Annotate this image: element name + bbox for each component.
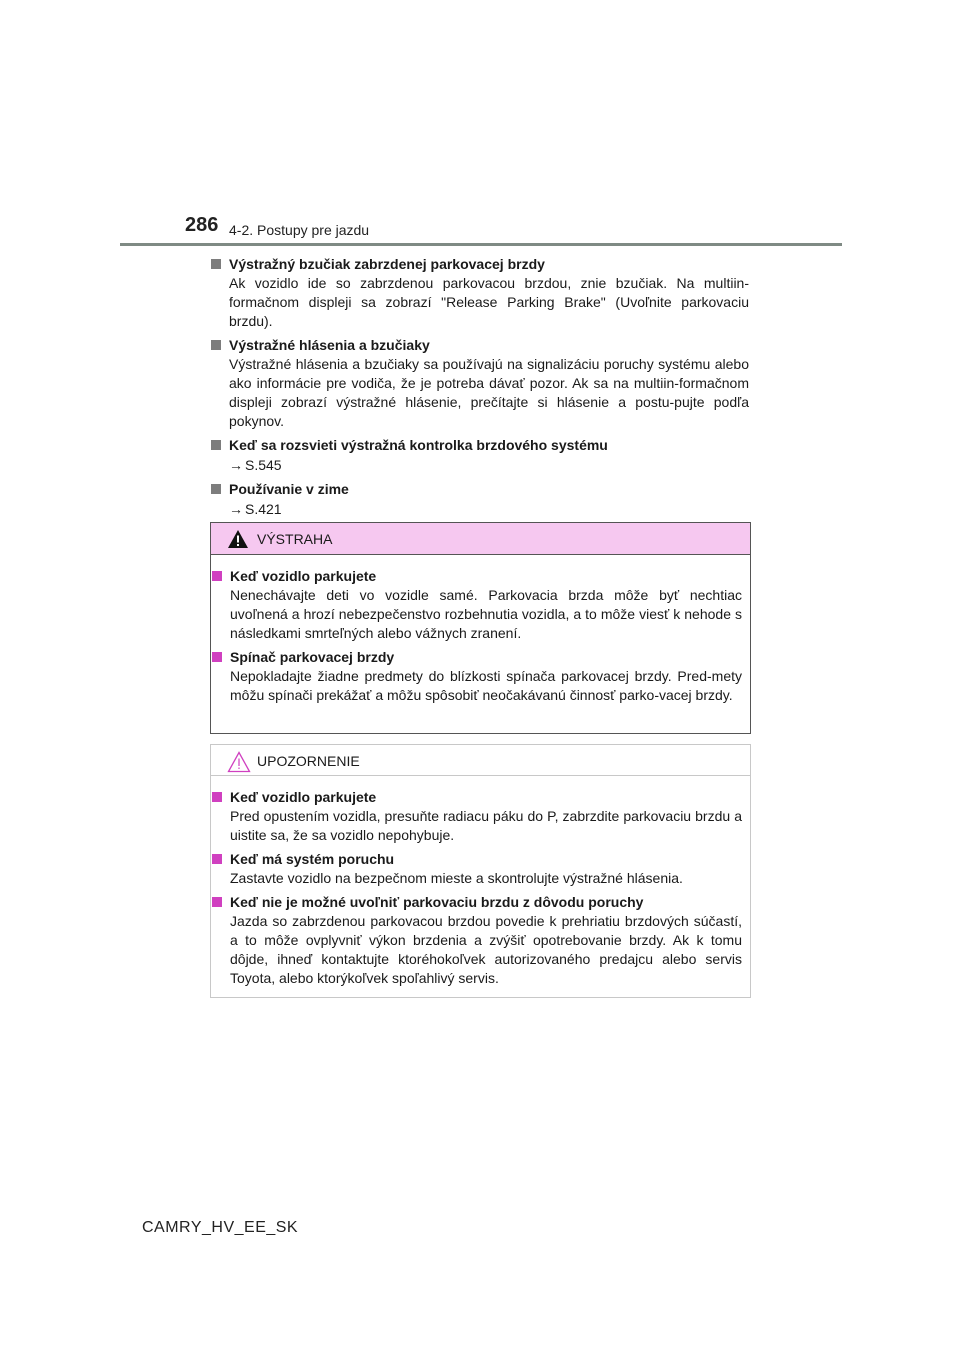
list-item bbox=[212, 787, 742, 845]
warning-box bbox=[210, 522, 751, 734]
square-bullet-icon bbox=[212, 571, 222, 581]
item-body: Ak vozidlo ide so zabrzdenou parkovacou brzdou, znie bzučiak. Na multiin-formačnom displeji sa zobrazí "Release Parking Brake" (Uvoľnite parkovaciu brzdu). bbox=[229, 275, 749, 329]
item-title: Keď má systém poruchu bbox=[230, 851, 395, 867]
item-body: Nenechávajte deti vo vozidle samé. Parkovacia brzda môže byť nechtiac uvoľnená a hrozí nebezpečenstvo rozbehnutia vozidla, a to môže viesť k nehode s následkami smrteľných alebo vážnych zranení. bbox=[230, 587, 742, 641]
list-item bbox=[211, 254, 749, 331]
notice-header bbox=[211, 745, 750, 776]
list-item bbox=[211, 479, 749, 519]
item-body: Jazda so zabrzdenou parkovacou brzdou povedie k prehriatiu brzdových súčastí, a to môže ovplyvniť výkon brzdenia a zvýšiť opotrebovanie brzdy. Ak k tomu dôjde, ihneď kontaktujte ktoréhokoľvek autorizovaného predajcu alebo servis Toyota, alebo ktorýkoľvek spoľahlivý servis. bbox=[230, 913, 742, 986]
notice-label: UPOZORNENIE bbox=[257, 753, 360, 769]
document-code: CAMRY_HV_EE_SK bbox=[142, 1219, 299, 1236]
warning-header bbox=[211, 523, 750, 555]
square-bullet-icon bbox=[212, 897, 222, 907]
item-title: Používanie v zime bbox=[229, 481, 349, 497]
list-item bbox=[212, 566, 742, 643]
item-title: Keď nie je možné uvoľniť parkovaciu brzdu z dôvodu poruchy bbox=[230, 894, 644, 910]
main-content bbox=[211, 254, 749, 523]
square-bullet-icon bbox=[212, 792, 222, 802]
header-rule bbox=[120, 243, 842, 246]
item-body: Pred opustením vozidla, presuňte radiacu páku do P, zabrzdite parkovaciu brzdu a uistite sa, že sa vozidlo nepohybuje. bbox=[230, 808, 742, 843]
item-title: Keď sa rozsvieti výstražná kontrolka brzdového systému bbox=[229, 437, 608, 453]
item-body: Nepokladajte žiadne predmety do blízkosti spínača parkovacej brzdy. Pred-mety môžu spínači prekážať a môžu spôsobiť neočakávanú činnosť parko-vacej brzdy. bbox=[230, 668, 742, 703]
item-title: Výstražný bzučiak zabrzdenej parkovacej brzdy bbox=[229, 256, 545, 272]
notice-box bbox=[210, 744, 751, 998]
square-bullet-icon bbox=[212, 854, 222, 864]
list-item bbox=[211, 335, 749, 431]
caution-triangle-icon bbox=[227, 751, 251, 773]
page-reference-link[interactable]: S.545 bbox=[245, 457, 282, 473]
warning-triangle-icon bbox=[227, 529, 249, 549]
item-title: Keď vozidlo parkujete bbox=[230, 789, 377, 805]
list-item bbox=[212, 892, 742, 988]
list-item bbox=[211, 435, 749, 475]
square-bullet-icon bbox=[211, 484, 221, 494]
square-bullet-icon bbox=[212, 652, 222, 662]
page-reference-link[interactable]: S.421 bbox=[245, 501, 282, 517]
warning-label: VÝSTRAHA bbox=[257, 531, 333, 547]
arrow-right-icon: → bbox=[229, 501, 243, 517]
list-item bbox=[212, 849, 742, 888]
section-title: 4-2. Postupy pre jazdu bbox=[229, 222, 370, 238]
page-number: 286 bbox=[185, 214, 219, 236]
square-bullet-icon bbox=[211, 259, 221, 269]
list-item bbox=[212, 647, 742, 705]
arrow-right-icon: → bbox=[229, 457, 243, 473]
item-title: Keď vozidlo parkujete bbox=[230, 568, 377, 584]
item-body: Zastavte vozidlo na bezpečnom mieste a skontrolujte výstražné hlásenia. bbox=[230, 870, 683, 886]
item-body: Výstražné hlásenia a bzučiaky sa používajú na signalizáciu poruchy systému alebo ako informácie pre vodiča, že je potreba dávať pozor. Ak sa na multiin-formačnom displeji zobrazí výstražné hlásenie, prečítajte si hlásenie a postu-pujte podľa pokynov. bbox=[229, 356, 749, 429]
square-bullet-icon bbox=[211, 440, 221, 450]
item-title: Výstražné hlásenia a bzučiaky bbox=[229, 337, 430, 353]
item-title: Spínač parkovacej brzdy bbox=[230, 649, 395, 665]
square-bullet-icon bbox=[211, 340, 221, 350]
